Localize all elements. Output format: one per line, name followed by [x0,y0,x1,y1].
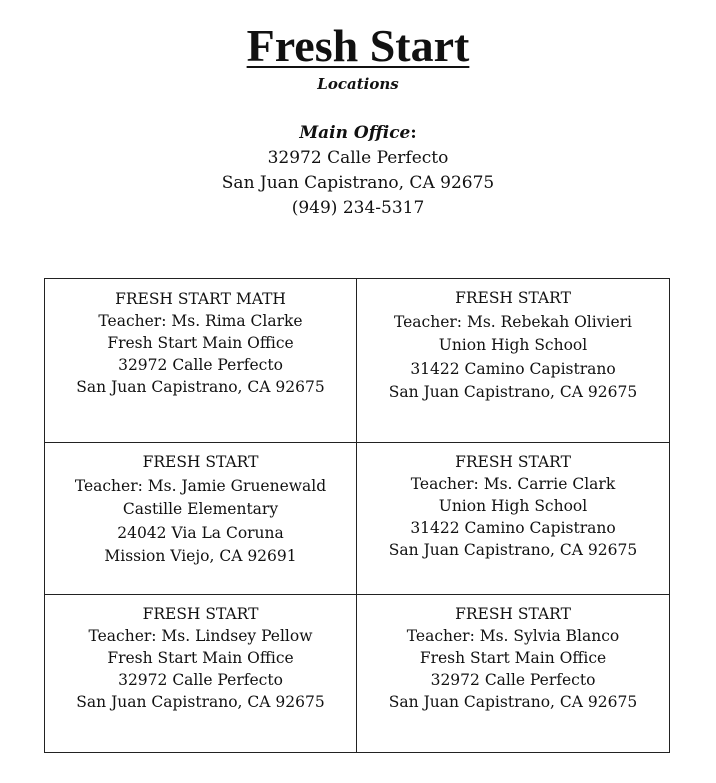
locations-table [44,278,670,753]
location-city: San Juan Capistrano, CA 92675 [388,383,638,401]
location-cell [357,443,670,595]
location-city: San Juan Capistrano, CA 92675 [388,693,638,711]
location-site: Fresh Start Main Office [107,649,294,667]
main-office-label: Main Office [299,123,411,143]
table-row [45,443,670,595]
table-row [45,279,670,443]
location-cell [45,279,357,443]
location-street: 31422 Camino Capistrano [410,359,616,378]
location-teacher: Teacher: Ms. Rebekah Olivieri [394,312,632,331]
location-name: FRESH START MATH [115,290,286,308]
location-street: 32972 Calle Perfecto [118,671,283,689]
page-subtitle: Locations [317,75,399,93]
main-office-heading [0,121,716,146]
location-teacher: Teacher: Ms. Jamie Gruenewald [74,476,327,495]
location-name: FRESH START [455,453,571,471]
location-street: 32972 Calle Perfecto [430,671,596,689]
location-city: San Juan Capistrano, CA 92675 [76,693,325,711]
location-site: Union High School [438,497,588,515]
location-city: Mission Viejo, CA 92691 [104,547,297,565]
location-site: Fresh Start Main Office [419,649,607,667]
location-name: FRESH START [455,605,571,623]
location-teacher: Teacher: Ms. Sylvia Blanco [406,627,620,645]
location-name: FRESH START [142,453,259,471]
location-street: 32972 Calle Perfecto [118,356,283,374]
location-site: Castille Elementary [122,500,279,518]
location-teacher: Teacher: Ms. Rima Clarke [98,312,303,330]
location-name: FRESH START [455,289,571,307]
location-cell [357,595,670,753]
location-cell [45,443,357,595]
location-site: Fresh Start Main Office [107,334,294,352]
main-office-street: 32972 Calle Perfecto [267,148,449,168]
main-office-city: San Juan Capistrano, CA 92675 [221,173,495,193]
location-cell [357,279,670,443]
location-city: San Juan Capistrano, CA 92675 [388,541,638,559]
location-city: San Juan Capistrano, CA 92675 [76,378,325,396]
main-office-block [0,121,716,221]
location-teacher: Teacher: Ms. Carrie Clark [410,475,616,493]
location-cell [45,595,357,753]
main-office-colon: : [410,123,417,143]
location-name: FRESH START [142,605,259,623]
location-site: Union High School [438,336,588,354]
location-street: 24042 Via La Coruna [117,523,284,542]
location-street: 31422 Camino Capistrano [410,519,616,537]
table-row [45,595,670,753]
page-title: Fresh Start [246,20,470,71]
location-teacher: Teacher: Ms. Lindsey Pellow [88,627,313,645]
main-office-phone: (949) 234-5317 [291,198,425,218]
